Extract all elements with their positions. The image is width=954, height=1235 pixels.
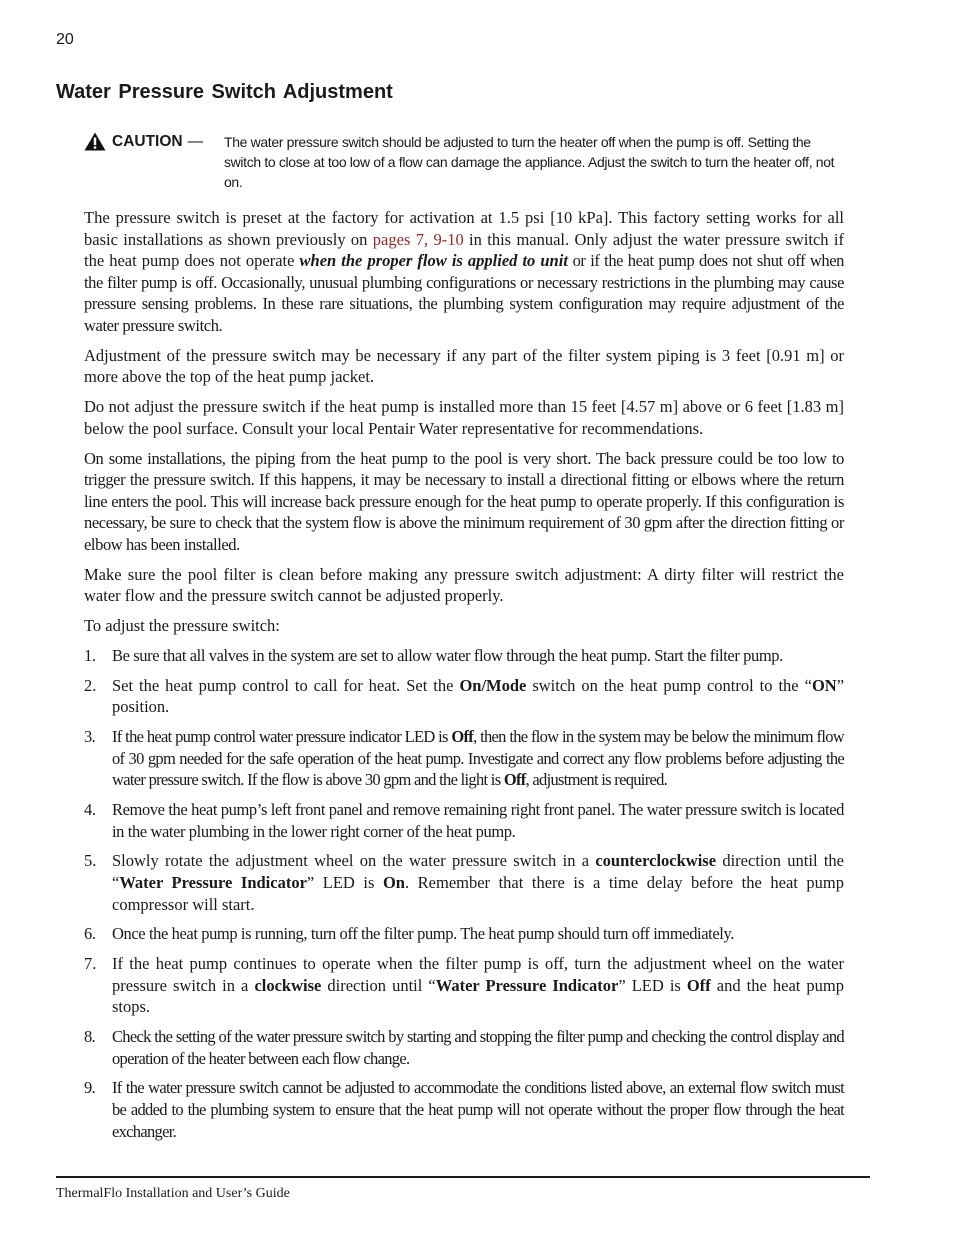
pages-link[interactable]: pages 7, 9-10 bbox=[372, 229, 464, 249]
step-text: Once the heat pump is running, turn off the filter pump. The heat pump should turn off immediately. bbox=[112, 924, 734, 944]
list-item bbox=[84, 799, 844, 842]
step-text: switch on the heat pump control to the “ bbox=[526, 675, 812, 695]
paragraph-text: The pressure switch is preset at the factory for activation at 1.5 psi [10 kPa]. This factory setting works for all basic installations as shown previously on bbox=[84, 208, 844, 249]
bold-term: Off bbox=[686, 975, 711, 995]
step-text: Remove the heat pump’s left front panel and remove remaining right front panel. The water pressure switch is located in the water plumbing in the lower right corner of the heat pump. bbox=[112, 799, 844, 841]
bold-term: On/Mode bbox=[459, 675, 527, 695]
list-item bbox=[84, 923, 844, 945]
adjustment-steps bbox=[84, 645, 844, 1142]
step-text: If the water pressure switch cannot be adjusted to accommodate the conditions listed above, an external flow switch must be added to the plumbing system to ensure that the heat pump will not operate without the proper flow through the heat exchanger. bbox=[112, 1078, 844, 1141]
step-text: direction until the “ bbox=[112, 851, 844, 892]
bold-term: Water Pressure Indicator bbox=[435, 975, 619, 995]
step-number: 8. bbox=[84, 1027, 95, 1047]
step-text: If the heat pump control water pressure indicator LED is bbox=[112, 726, 452, 746]
caution-notice bbox=[84, 132, 846, 192]
step-text: direction until “ bbox=[321, 975, 436, 995]
step-text: Be sure that all valves in the system are set to allow water flow through the heat pump. Start the filter pump. bbox=[112, 645, 783, 665]
step-text: and the heat pump stops. bbox=[112, 975, 844, 1017]
caution-text: The water pressure switch should be adjusted to turn the heater off when the pump is off. Setting the switch to close at too low of a flow can damage the appliance. Adjust the switch to turn the heater off, not on. bbox=[224, 134, 835, 190]
list-item bbox=[84, 850, 844, 915]
paragraph-preset bbox=[84, 207, 844, 337]
step-number: 1. bbox=[84, 645, 96, 665]
step-text: Slowly rotate the adjustment wheel on the water pressure switch in a bbox=[112, 851, 596, 871]
paragraph-clean-filter: Make sure the pool filter is clean before making any pressure switch adjustment: A dirty filter will restrict the water flow and the pressure switch cannot be adjusted properly. bbox=[84, 564, 844, 606]
step-number: 7. bbox=[84, 954, 97, 974]
step-number: 9. bbox=[84, 1078, 95, 1098]
footer-divider bbox=[56, 1176, 870, 1178]
bold-term: Water Pressure Indicator bbox=[119, 872, 307, 892]
step-number: 3. bbox=[84, 726, 95, 746]
caution-label-group bbox=[84, 132, 224, 192]
step-text: , adjustment is required. bbox=[525, 770, 668, 790]
bold-term: ON bbox=[811, 675, 837, 695]
list-item bbox=[84, 675, 844, 718]
step-text: ” position. bbox=[112, 675, 845, 717]
body-text bbox=[84, 207, 844, 1150]
step-text: Set the heat pump control to call for heat. Set the bbox=[112, 675, 460, 695]
caution-label: CAUTION bbox=[112, 133, 183, 150]
caution-dash: — bbox=[187, 133, 204, 150]
step-number: 6. bbox=[84, 924, 96, 944]
list-item bbox=[84, 953, 844, 1018]
paragraph-text: or if the heat pump does not shut off when the filter pump is off. Occasionally, unusual plumbing configurations or necessary restrictions in the plumbing may cause pressure sensing problems. In these rare situations, the plumbing system configuration may require adjustment of the water pressure switch. bbox=[84, 251, 844, 335]
warning-triangle-icon bbox=[84, 132, 106, 151]
footer-title: ThermalFlo Installation and User’s Guide bbox=[56, 1186, 290, 1201]
bold-term: Off bbox=[451, 726, 474, 746]
paragraph-piping: Adjustment of the pressure switch may be necessary if any part of the filter system piping is 3 feet [0.91 m] or more above the top of the heat pump jacket. bbox=[84, 345, 844, 387]
paragraph-do-not-adjust: Do not adjust the pressure switch if the heat pump is installed more than 15 feet [4.57 m] above or 6 feet [1.83 m] below the pool surface. Consult your local Pentair Water representative for recommendations. bbox=[84, 397, 844, 438]
emphasis-text: when the proper flow is applied to unit bbox=[299, 251, 568, 271]
step-text: . Remember that there is a time delay before the heat pump compressor will start. bbox=[112, 872, 844, 914]
step-number: 5. bbox=[84, 851, 97, 871]
paragraph-short-piping: On some installations, the piping from the heat pump to the pool is very short. The back pressure could be too low to trigger the pressure switch. If this happens, it may be necessary to install a directional fitting or elbows where the return line enters the pool. This will increase back pressure enough for the heat pump to operate properly. If this configuration is necessary, be sure to check that the system flow is above the minimum requirement of 30 gpm after the direction fitting or elbow has been installed. bbox=[84, 448, 844, 554]
list-item bbox=[84, 1026, 844, 1069]
step-number: 4. bbox=[84, 799, 96, 819]
list-item bbox=[84, 645, 844, 667]
step-text: If the heat pump continues to operate when the filter pump is off, turn the adjustment wheel on the water pressure switch in a bbox=[112, 954, 844, 995]
step-number: 2. bbox=[84, 675, 97, 695]
bold-term: counterclockwise bbox=[595, 851, 717, 871]
list-item bbox=[84, 1077, 844, 1142]
step-text: , then the flow in the system may be below the minimum flow of 30 gpm needed for the safe operation of the heat pump. Investigate and correct any flow problems before adjusting the water pressure switch. If the flow is above 30 gpm and the light is bbox=[112, 726, 844, 790]
section-heading: Water Pressure Switch Adjustment bbox=[56, 81, 393, 103]
bold-term: clockwise bbox=[254, 975, 322, 995]
paragraph-text: in this manual. Only adjust the water pressure switch if the heat pump does not operate bbox=[84, 229, 844, 271]
page-number: 20 bbox=[56, 31, 74, 48]
step-text: Check the setting of the water pressure switch by starting and stopping the filter pump and checking the control display and operation of the heater between each flow change. bbox=[112, 1027, 844, 1068]
bold-term: Off bbox=[503, 770, 526, 790]
step-text: ” LED is bbox=[306, 872, 383, 892]
list-item bbox=[84, 726, 844, 791]
paragraph-to-adjust: To adjust the pressure switch: bbox=[84, 616, 280, 636]
bold-term: On bbox=[382, 872, 405, 892]
step-text: ” LED is bbox=[618, 975, 687, 995]
